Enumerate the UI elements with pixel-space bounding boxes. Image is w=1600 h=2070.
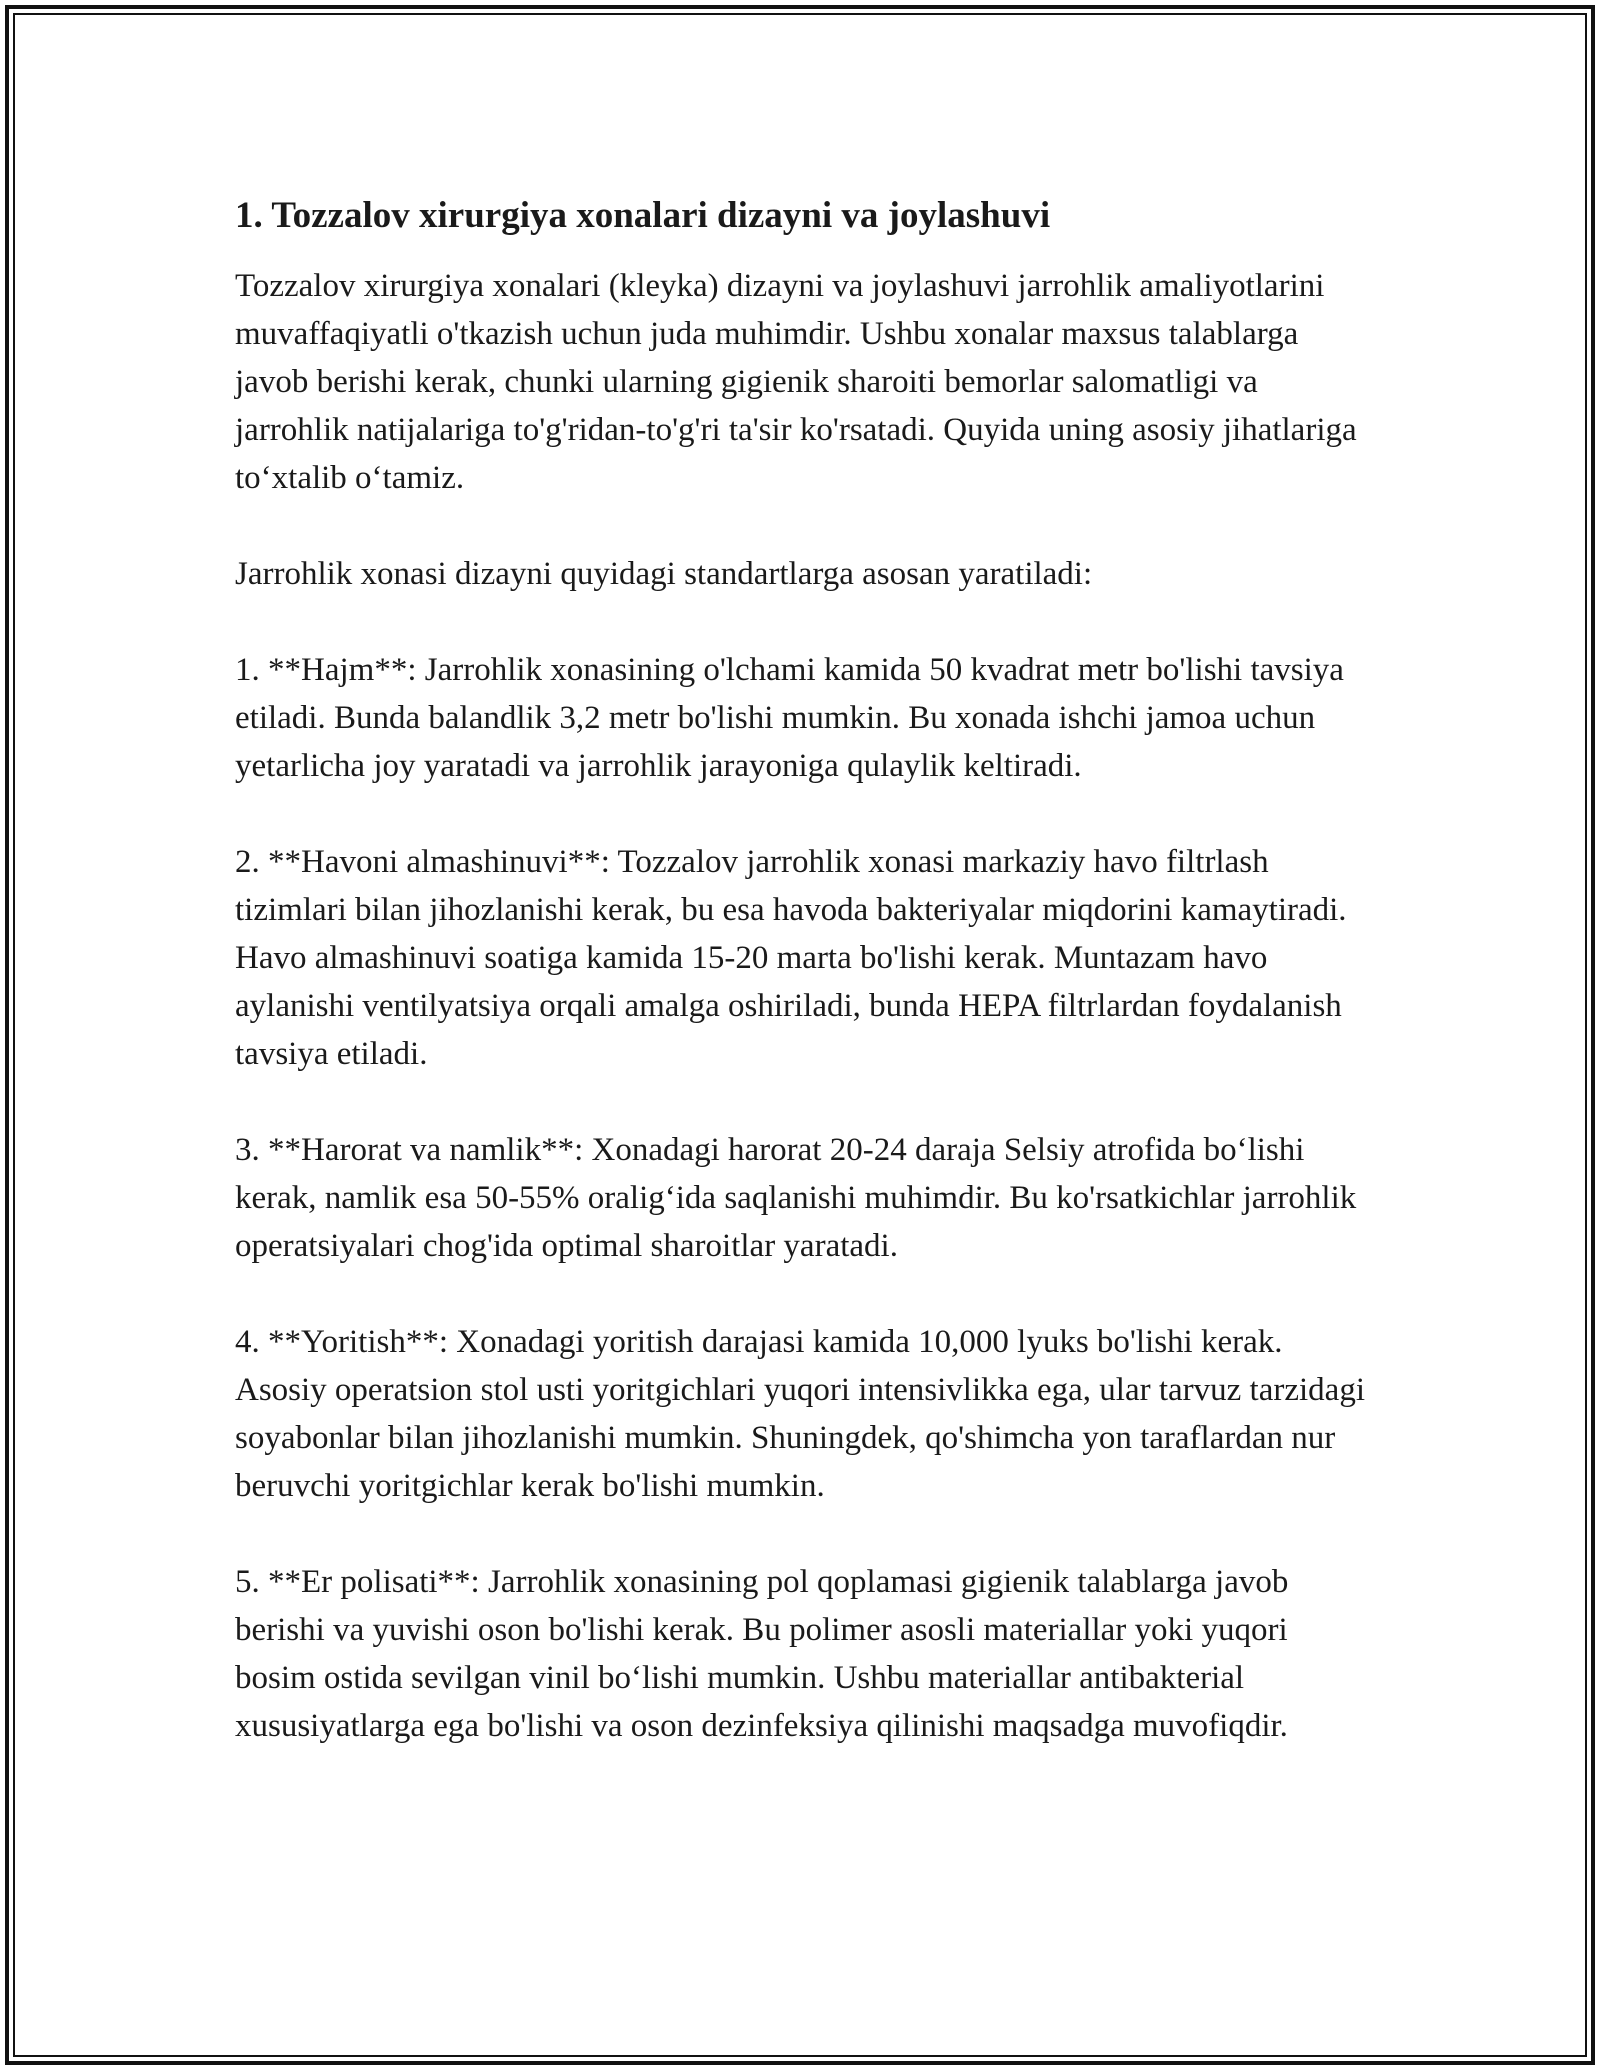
standards-lead-paragraph: Jarrohlik xonasi dizayni quyidagi standartlarga asosan yaratiladi:: [235, 556, 1093, 592]
document-body: [235, 188, 1365, 1798]
intro-paragraph: Tozzalov xirurgiya xonalari (kleyka) dizayni va joylashuvi jarrohlik amaliyotlarini muvaffaqiyatli o'tkazish uchun juda muhimdir. Ushbu xonalar maxsus talablarga javob berishi kerak, chunki ularning gigienik sharoiti bemorlar salomatligi va jarrohlik natijalariga to'g'ridan-to'g'ri ta'sir ko'rsatadi. Quyida uning asosiy jihatlariga to‘xtalib o‘tamiz.: [235, 268, 1357, 496]
section-title: 1. Tozzalov xirurgiya xonalari dizayni va joylashuvi: [235, 195, 1051, 236]
item-lighting-paragraph: 4. **Yoritish**: Xonadagi yoritish darajasi kamida 10,000 lyuks bo'lishi kerak. Asosiy operatsion stol usti yoritgichlari yuqori intensivlikka ega, ular tarvuz tarzidagi soyabonlar bilan jihozlanishi mumkin. Shuningdek, qo'shimcha yon taraflardan nur beruvchi yoritgichlar kerak bo'lishi mumkin.: [235, 1324, 1365, 1504]
item-temperature-humidity-paragraph: 3. **Harorat va namlik**: Xonadagi harorat 20-24 daraja Selsiy atrofida bo‘lishi kerak, namlik esa 50-55% oralig‘ida saqlanishi muhimdir. Bu ko'rsatkichlar jarrohlik operatsiyalari chog'ida optimal sharoitlar yaratadi.: [235, 1132, 1357, 1264]
item-floor-paragraph: 5. **Er polisati**: Jarrohlik xonasining pol qoplamasi gigienik talablarga javob berishi va yuvishi oson bo'lishi kerak. Bu polimer asosli materiallar yoki yuqori bosim ostida sevilgan vinil bo‘lishi mumkin. Ushbu materiallar antibakterial xususiyatlarga ega bo'lishi va oson dezinfeksiya qilinishi maqsadga muvofiqdir.: [235, 1564, 1289, 1744]
item-volume-paragraph: 1. **Hajm**: Jarrohlik xonasining o'lchami kamida 50 kvadrat metr bo'lishi tavsiya etiladi. Bunda balandlik 3,2 metr bo'lishi mumkin. Bu xonada ishchi jamoa uchun yetarlicha joy yaratadi va jarrohlik jarayoniga qulaylik keltiradi.: [235, 652, 1344, 784]
item-air-exchange-paragraph: 2. **Havoni almashinuvi**: Tozzalov jarrohlik xonasi markaziy havo filtrlash tizimlari bilan jihozlanishi kerak, bu esa havoda bakteriyalar miqdorini kamaytiradi. Havo almashinuvi soatiga kamida 15-20 marta bo'lishi kerak. Muntazam havo aylanishi ventilyatsiya orqali amalga oshiriladi, bunda HEPA filtrlardan foydalanish tavsiya etiladi.: [235, 844, 1347, 1072]
